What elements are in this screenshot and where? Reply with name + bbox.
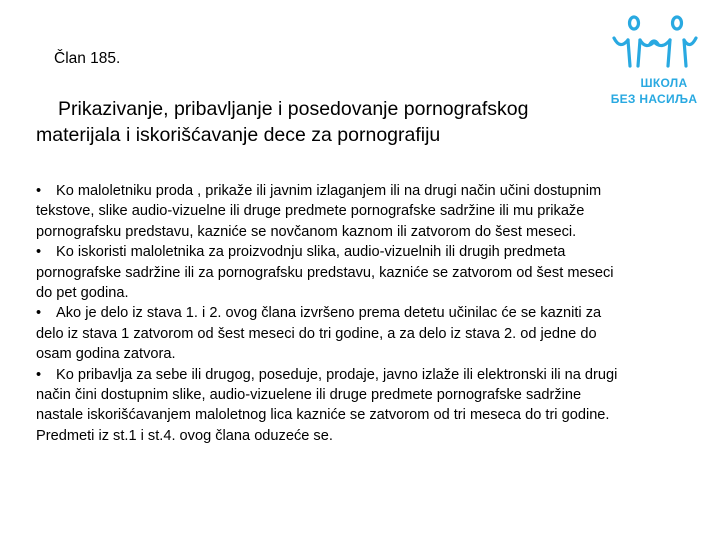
paragraph-4-line-1: Ko pribavlja za sebe ili drugog, poseduje, prodaje, javno izlaže ili elektronski ili na drugi: [56, 366, 618, 383]
paragraph-3: [36, 303, 696, 364]
paragraph-1-line-1: Ko maloletniku proda , prikaže ili javnim izlaganjem ili na drugi način učini dostupnim: [56, 183, 602, 199]
heading-line-1: Prikazivanje, pribavljanje i posedovanje pornografskog: [58, 98, 529, 120]
paragraph-4-line-2: način čini dostupnim slike, audio-vizuelene ili druge predmete pornografske sadržine: [36, 387, 582, 404]
paragraph-2-line-1: Ko iskoristi maloletnika za proizvodnju slika, audio-vizuelnih ili drugih predmeta: [56, 244, 566, 261]
paragraph-2: [36, 242, 696, 303]
paragraph-1-line-3: pornografsku predstavu, kazniće se novčanom kaznom ili zatvorom do šest meseci.: [36, 223, 577, 240]
article-number: Član 185.: [54, 50, 121, 67]
heading-line-2: materijala i iskorišćavanje dece za pornografiju: [36, 124, 441, 146]
paragraph-3-line-2: delo iz stava 1 zatvorom od šest meseci do tri godine, a za delo iz stava 2. od jedne do: [36, 325, 597, 342]
bullet: •: [36, 305, 42, 322]
article-body: [36, 181, 696, 446]
paragraph-2-line-3: do pet godina.: [36, 285, 129, 302]
paragraph-2-line-2: pornografske sadržine ili za pornografsku predstavu, kazniće se zatvorom od šest meseci: [36, 264, 614, 281]
article-heading: [36, 96, 596, 148]
bullet: •: [36, 244, 42, 261]
logo-text-line-2: БЕЗ НАСИЉА: [610, 92, 698, 106]
bullet: •: [36, 366, 42, 383]
bullet: •: [36, 183, 42, 199]
paragraph-1-line-2: tekstove, slike audio-vizuelne ili druge predmete pornografske sadržine ili mu prikaže: [36, 203, 585, 220]
paragraph-4: [36, 365, 696, 447]
paragraph-1: [36, 181, 696, 242]
paragraph-3-line-3: osam godina zatvora.: [36, 346, 176, 363]
school-logo: [604, 10, 704, 110]
logo-text-line-1: ШКОЛА: [640, 76, 688, 90]
children-figures-icon: [604, 10, 704, 76]
paragraph-4-line-4: Predmeti iz st.1 i st.4. ovog člana oduzeće se.: [36, 427, 333, 444]
paragraph-4-line-3: nastale iskorišćavanjem maloletnog lica kazniće se zatvorom od tri meseca do tri godine.: [36, 407, 610, 424]
paragraph-3-line-1: Ako je delo iz stava 1. i 2. ovog člana izvršeno prema detetu učinilac će se kazniti za: [56, 305, 602, 322]
